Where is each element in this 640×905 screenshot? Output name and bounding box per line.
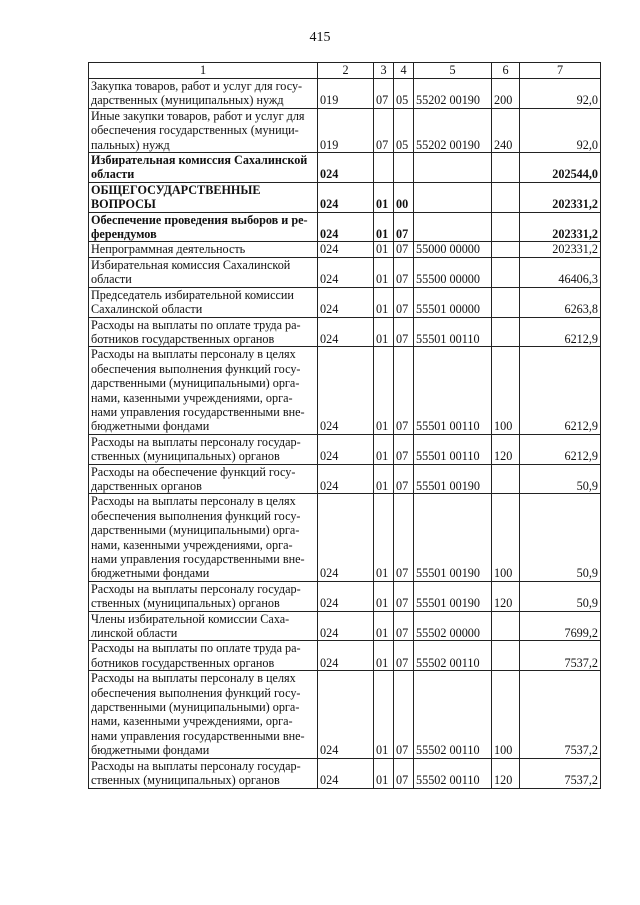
header-cell-pr: 4 (394, 63, 414, 79)
cell-csr: 55202 00190 (414, 79, 492, 109)
cell-rz: 01 (374, 317, 394, 347)
cell-name: Расходы на выплаты персоналу в целях обеспечения выполнения функций госу-дарственными (муниципальными) орга-нами, казенными учреждениями, орга-нами управления государственными вне-бюджетными фондами (89, 671, 318, 758)
cell-vr (492, 182, 520, 212)
cell-name: Расходы на выплаты персоналу государ-ственных (муниципальных) органов (89, 581, 318, 611)
table-row (89, 242, 601, 257)
cell-name: Закупка товаров, работ и услуг для госу-дарственных (муниципальных) нужд (89, 79, 318, 109)
cell-sum: 202331,2 (520, 242, 601, 257)
cell-rz: 01 (374, 581, 394, 611)
cell-gr: 024 (318, 671, 374, 758)
table-row (89, 581, 601, 611)
cell-csr: 55000 00000 (414, 242, 492, 257)
cell-sum: 92,0 (520, 79, 601, 109)
cell-name: Обеспечение проведения выборов и ре-ферендумов (89, 212, 318, 242)
table-row (89, 758, 601, 788)
cell-gr: 024 (318, 212, 374, 242)
cell-name: Расходы на выплаты по оплате труда ра-ботников государственных органов (89, 641, 318, 671)
cell-gr: 024 (318, 434, 374, 464)
cell-name: Непрограммная деятельность (89, 242, 318, 257)
cell-name: Расходы на выплаты персоналу государ-ственных (муниципальных) органов (89, 434, 318, 464)
cell-vr (492, 611, 520, 641)
cell-vr (492, 641, 520, 671)
cell-pr: 07 (394, 494, 414, 581)
cell-name: Расходы на выплаты по оплате труда ра-ботников государственных органов (89, 317, 318, 347)
table-body (89, 79, 601, 789)
table-row (89, 287, 601, 317)
table-row (89, 317, 601, 347)
cell-vr: 120 (492, 434, 520, 464)
cell-sum: 6212,9 (520, 347, 601, 434)
cell-vr (492, 242, 520, 257)
cell-csr: 55501 00110 (414, 317, 492, 347)
table-row (89, 79, 601, 109)
cell-gr: 024 (318, 182, 374, 212)
cell-vr: 120 (492, 581, 520, 611)
table-row (89, 671, 601, 758)
cell-vr (492, 257, 520, 287)
cell-csr: 55502 00000 (414, 611, 492, 641)
cell-sum: 7537,2 (520, 758, 601, 788)
cell-gr: 024 (318, 611, 374, 641)
cell-rz: 01 (374, 758, 394, 788)
cell-rz: 01 (374, 494, 394, 581)
cell-gr: 024 (318, 464, 374, 494)
cell-name: Председатель избирательной комиссии Сахалинской области (89, 287, 318, 317)
header-cell-vr: 6 (492, 63, 520, 79)
cell-name: Члены избирательной комиссии Саха-линской области (89, 611, 318, 641)
cell-sum: 6212,9 (520, 317, 601, 347)
cell-rz: 01 (374, 434, 394, 464)
cell-rz: 01 (374, 671, 394, 758)
header-cell-csr: 5 (414, 63, 492, 79)
cell-vr (492, 153, 520, 183)
cell-sum: 7699,2 (520, 611, 601, 641)
cell-csr: 55502 00110 (414, 641, 492, 671)
cell-pr: 07 (394, 434, 414, 464)
cell-rz: 01 (374, 182, 394, 212)
cell-sum: 50,9 (520, 464, 601, 494)
cell-vr (492, 287, 520, 317)
cell-pr: 05 (394, 108, 414, 152)
cell-pr: 05 (394, 79, 414, 109)
cell-name: Иные закупки товаров, работ и услуг для обеспечения государственных (муници-пальных) нужд (89, 108, 318, 152)
table-row (89, 212, 601, 242)
cell-vr: 120 (492, 758, 520, 788)
cell-rz (374, 153, 394, 183)
cell-sum: 202544,0 (520, 153, 601, 183)
cell-name: Расходы на выплаты персоналу в целях обеспечения выполнения функций госу-дарственными (муниципальными) орга-нами, казенными учреждениями, орга-нами управления государственными вне-бюджетными фондами (89, 347, 318, 434)
cell-vr (492, 464, 520, 494)
cell-sum: 50,9 (520, 494, 601, 581)
cell-csr (414, 182, 492, 212)
cell-csr: 55501 00190 (414, 581, 492, 611)
cell-gr: 019 (318, 79, 374, 109)
cell-sum: 202331,2 (520, 212, 601, 242)
cell-pr: 07 (394, 758, 414, 788)
table-row (89, 347, 601, 434)
cell-csr: 55501 00000 (414, 287, 492, 317)
cell-pr: 00 (394, 182, 414, 212)
cell-csr: 55501 00190 (414, 464, 492, 494)
header-cell-rz: 3 (374, 63, 394, 79)
cell-pr: 07 (394, 671, 414, 758)
cell-gr: 024 (318, 641, 374, 671)
cell-pr (394, 153, 414, 183)
table-row (89, 494, 601, 581)
cell-rz: 01 (374, 242, 394, 257)
cell-pr: 07 (394, 611, 414, 641)
cell-gr: 024 (318, 287, 374, 317)
header-cell-gr: 2 (318, 63, 374, 79)
cell-csr: 55202 00190 (414, 108, 492, 152)
cell-pr: 07 (394, 287, 414, 317)
cell-name: Избирательная комиссия Сахалинской области (89, 257, 318, 287)
cell-sum: 7537,2 (520, 671, 601, 758)
cell-pr: 07 (394, 317, 414, 347)
cell-pr: 07 (394, 581, 414, 611)
cell-rz: 01 (374, 464, 394, 494)
cell-vr: 100 (492, 671, 520, 758)
cell-csr: 55501 00190 (414, 494, 492, 581)
header-cell-name: 1 (89, 63, 318, 79)
cell-csr: 55501 00110 (414, 434, 492, 464)
cell-sum: 50,9 (520, 581, 601, 611)
page-number: 415 (309, 30, 331, 45)
cell-rz: 01 (374, 257, 394, 287)
cell-pr: 07 (394, 347, 414, 434)
cell-pr: 07 (394, 212, 414, 242)
cell-sum: 6212,9 (520, 434, 601, 464)
cell-vr (492, 212, 520, 242)
cell-sum: 92,0 (520, 108, 601, 152)
table-row (89, 182, 601, 212)
cell-csr: 55502 00110 (414, 671, 492, 758)
cell-csr (414, 212, 492, 242)
cell-csr (414, 153, 492, 183)
cell-pr: 07 (394, 641, 414, 671)
cell-gr: 024 (318, 153, 374, 183)
table-row (89, 611, 601, 641)
table-row (89, 257, 601, 287)
cell-pr: 07 (394, 464, 414, 494)
cell-sum: 6263,8 (520, 287, 601, 317)
cell-csr: 55500 00000 (414, 257, 492, 287)
cell-gr: 024 (318, 581, 374, 611)
cell-gr: 024 (318, 758, 374, 788)
cell-rz: 07 (374, 108, 394, 152)
cell-name: Избирательная комиссия Сахалинской области (89, 153, 318, 183)
cell-name: Расходы на выплаты персоналу государ-ственных (муниципальных) органов (89, 758, 318, 788)
cell-vr: 100 (492, 347, 520, 434)
cell-pr: 07 (394, 257, 414, 287)
cell-name: Расходы на выплаты персоналу в целях обеспечения выполнения функций госу-дарственными (муниципальными) орга-нами, казенными учреждениями, орга-нами управления государственными вне-бюджетными фондами (89, 494, 318, 581)
table-row (89, 153, 601, 183)
cell-vr: 100 (492, 494, 520, 581)
cell-rz: 07 (374, 79, 394, 109)
cell-gr: 024 (318, 347, 374, 434)
cell-gr: 024 (318, 242, 374, 257)
cell-vr: 240 (492, 108, 520, 152)
cell-rz: 01 (374, 641, 394, 671)
cell-gr: 024 (318, 494, 374, 581)
cell-vr (492, 317, 520, 347)
cell-gr: 024 (318, 257, 374, 287)
cell-pr: 07 (394, 242, 414, 257)
cell-sum: 7537,2 (520, 641, 601, 671)
cell-vr: 200 (492, 79, 520, 109)
cell-rz: 01 (374, 347, 394, 434)
cell-gr: 019 (318, 108, 374, 152)
header-row (89, 63, 601, 79)
table-row (89, 641, 601, 671)
cell-sum: 202331,2 (520, 182, 601, 212)
cell-gr: 024 (318, 317, 374, 347)
table-row (89, 434, 601, 464)
header-cell-sum: 7 (520, 63, 601, 79)
budget-table (88, 62, 601, 789)
cell-rz: 01 (374, 611, 394, 641)
cell-name: Расходы на обеспечение функций госу-дарственных органов (89, 464, 318, 494)
cell-sum: 46406,3 (520, 257, 601, 287)
cell-csr: 55501 00110 (414, 347, 492, 434)
cell-name: ОБЩЕГОСУДАРСТВЕННЫЕ ВОПРОСЫ (89, 182, 318, 212)
cell-rz: 01 (374, 287, 394, 317)
cell-csr: 55502 00110 (414, 758, 492, 788)
table-row (89, 108, 601, 152)
table-row (89, 464, 601, 494)
cell-rz: 01 (374, 212, 394, 242)
